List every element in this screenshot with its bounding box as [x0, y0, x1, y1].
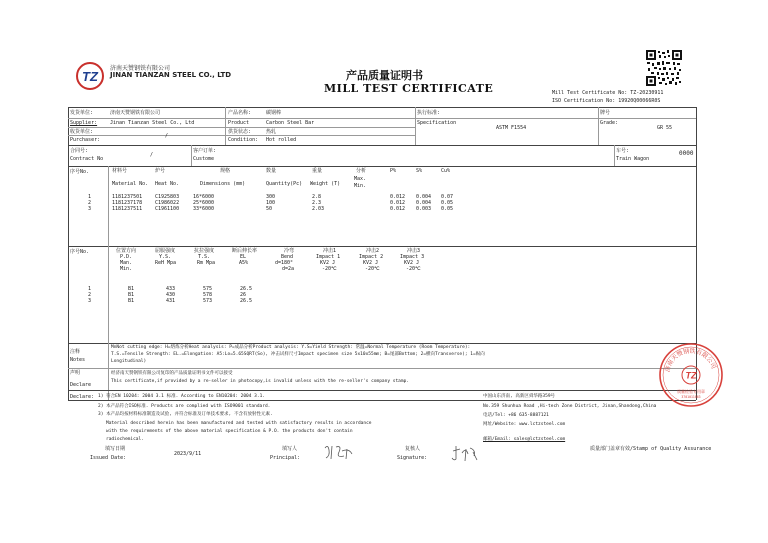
notes-label-cn: 注释 — [70, 349, 81, 355]
spec-label-en: Specification — [417, 120, 457, 126]
grade-label-cn: 牌号 — [600, 110, 611, 116]
table-cell: 0.004 — [416, 200, 432, 206]
supplier-value-cn: 济南天赞钢铁有限公司 — [110, 110, 161, 116]
stamp-number: 3701011063 — [681, 395, 701, 399]
table-cell: 2.8 — [312, 194, 322, 200]
t2-hdr-bend: 冷弯 Bend d=180° d=2a — [275, 248, 295, 272]
t1-hdr-analysis-cn: 分析 — [356, 168, 367, 174]
declare-item-4: Material described herein has been manufactured and tested with satisfactory results in accordance — [106, 421, 372, 426]
iso-cert-no: ISO Certification No: 19920Q00066R0S — [552, 98, 661, 104]
declare-item-2: 2) 本产品符合ISO标准. Products are complied with ISO9001 standard. — [98, 404, 271, 409]
contract-label-cn: 合同号: — [70, 148, 89, 154]
contact-email: 邮箱/Email: sales@lctzsteel.com — [483, 437, 566, 442]
t1-hdr-cu: Cu% — [441, 168, 451, 174]
table-cell: 2 — [88, 292, 92, 298]
stamp-ring-text: 济南天赞钢铁有限公司 — [664, 347, 718, 373]
table-cell: 25*6000 — [193, 200, 215, 206]
t1-hdr-heat-cn: 炉号 — [155, 168, 166, 174]
spec-label-cn: 执行标准: — [417, 110, 441, 116]
t1-col-material — [112, 194, 142, 212]
principal-label-cn: 填写人 — [282, 446, 298, 452]
table-cell: C1925803 — [155, 194, 180, 200]
contact-address-en: No.359 Shunhua Road ,Hi-tech Zone District, Jinan,Shandong,China — [483, 404, 657, 409]
table-cell: 1181237501 — [112, 194, 143, 200]
principal-signature — [322, 442, 356, 462]
t1-hdr-min: Min. — [354, 183, 367, 189]
table-cell: B1 — [128, 298, 135, 304]
declare-item-6: radiochemical. — [106, 437, 144, 442]
condition-value-cn: 热轧 — [266, 129, 277, 135]
t1-hdr-weight-cn: 重量 — [312, 168, 323, 174]
t1-col-dim — [193, 194, 214, 212]
table-cell: 26 — [240, 292, 247, 298]
supplier-label-cn: 发货单位: — [70, 110, 94, 116]
t2-hdr-impact1: 冲击1 Impact 1 KV2 J -20℃ — [316, 248, 341, 272]
mill-cert-no: Mill Test Certificate No: TZ-20230911 — [552, 90, 664, 96]
table-cell: C1961100 — [155, 206, 180, 212]
quality-stamp — [658, 342, 724, 408]
t1-hdr-weight-en: Weight (T) — [310, 181, 341, 187]
declare-label-cn: 声明 — [70, 370, 81, 376]
company-logo — [76, 62, 104, 90]
table-cell: 0.012 — [390, 206, 406, 212]
table-cell: 431 — [166, 298, 176, 304]
declare-label-2: Declare: — [70, 394, 95, 400]
supplier-value-en: Jinan Tianzan Steel Co., Ltd — [110, 120, 195, 126]
declare-item-3: 3) 本产品均按材料标准制造及试验, 并符合标准及订单技术要求, 不含有放射性元素. — [98, 412, 273, 417]
t2-col-ys — [166, 286, 175, 304]
purchaser-label-cn: 收货单位: — [70, 129, 94, 135]
t1-hdr-heat-en: Heat No. — [155, 181, 180, 187]
title-cn: 产品质量证明书 — [346, 69, 423, 82]
t1-hdr-material-en: Material No. — [112, 181, 149, 187]
contact-tel: 电话/Tel: +86 635-8887121 — [483, 413, 549, 418]
table-cell: 0.012 — [390, 194, 406, 200]
table-cell: 575 — [203, 286, 213, 292]
svg-text:TZ: TZ — [685, 370, 697, 381]
notes-line-3: Longitudinal) — [111, 359, 147, 364]
contract-value: / — [150, 152, 154, 158]
reviewer-signature — [450, 443, 480, 463]
t1-col-p — [390, 194, 405, 212]
table-cell: 3 — [88, 206, 92, 212]
table-cell: 1 — [88, 194, 92, 200]
t2-hdr-pd: 位置方向 P.D. Man. Min. — [116, 248, 137, 272]
table-cell: 2.03 — [312, 206, 325, 212]
company-name-en: JINAN TIANZAN STEEL CO., LTD — [110, 71, 232, 79]
train-value: 0000 — [679, 150, 694, 157]
t1-col-qty — [266, 194, 275, 212]
table-cell: 2.3 — [312, 200, 322, 206]
grade-value: GR 55 — [657, 125, 673, 131]
declare-line-1: 经济南天赞钢铁有限公司复印的产品质量证明书文件可以接受 — [111, 371, 233, 376]
t1-hdr-s: S% — [416, 168, 423, 174]
title-en: MILL TEST CERTIFICATE — [324, 82, 494, 95]
table-cell: 578 — [203, 292, 213, 298]
notes-line-1: MnNot cutting edge: H=熔炼分析Heat analysis: P=成品分析Product analysis: Y.S=Yield Strength: 常温=Normal Temperature (Room Temperature): — [111, 345, 471, 350]
t2-hdr-no: 序号No. — [70, 249, 90, 255]
table-cell: B1 — [128, 286, 135, 292]
table-cell: 0.004 — [416, 194, 432, 200]
t2-col-pd — [128, 286, 134, 304]
t1-hdr-no: 序号No. — [70, 169, 90, 175]
t1-col-cu — [441, 194, 453, 212]
contact-address-cn: 中国山东济南, 高新区舜华路359号 — [483, 394, 556, 399]
condition-value-en: Hot rolled — [266, 137, 297, 143]
signature-label-en: Signature: — [397, 455, 428, 461]
stamp-label: 质量部门盖章有效/Stamp of Quality Assurance — [590, 446, 712, 452]
t1-hdr-dim-cn: 规格 — [220, 168, 231, 174]
qr-code — [646, 50, 682, 86]
spec-value: ASTM F1554 — [496, 125, 527, 131]
table-cell: 50 — [266, 206, 273, 212]
issued-value: 2023/9/11 — [174, 451, 202, 457]
t2-hdr-el: 断后伸长率 EL A5% — [232, 248, 258, 266]
table-cell: 300 — [266, 194, 276, 200]
t1-hdr-max: Max. — [354, 176, 367, 182]
t1-hdr-p: P% — [390, 168, 397, 174]
contract-label-en: Contract No — [70, 156, 104, 162]
table-cell: 1181237178 — [112, 200, 143, 206]
issued-label-cn: 填写日期 — [105, 446, 126, 452]
t1-hdr-qty-en: Quantity(Pc) — [266, 181, 303, 187]
table-cell: 2 — [88, 200, 92, 206]
table-cell: B1 — [128, 292, 135, 298]
t1-col-s — [416, 194, 431, 212]
table-cell: 16*6000 — [193, 194, 215, 200]
condition-label-cn: 供货状态: — [228, 129, 252, 135]
table-cell: 0.05 — [441, 200, 454, 206]
product-label-en: Product — [228, 120, 250, 126]
table-cell: 0.05 — [441, 206, 454, 212]
table-cell: 26.5 — [240, 286, 253, 292]
table-cell: 26.5 — [240, 298, 253, 304]
t1-hdr-qty-cn: 数量 — [266, 168, 277, 174]
table-cell: 430 — [166, 292, 176, 298]
customer-label-en: Custome — [193, 156, 215, 162]
declare-label-en: Declare — [70, 382, 92, 388]
issued-label-en: Issued Date: — [90, 455, 127, 461]
supplier-label-en: Supplier: — [70, 120, 98, 126]
table-cell: 3 — [88, 298, 92, 304]
t1-col-no — [88, 194, 91, 212]
notes-line-2: T.S.=Tensile Strength: EL.=Elongation: A5:Lo=5.65SQRT(So), 冲击试样尺寸Impact specimen size 5x10x55mm; B=尾部Bottom; 2=横向Transverse); 1=纵向 — [111, 352, 485, 357]
product-label-cn: 产品名称: — [228, 110, 252, 116]
grade-label-en: Grade: — [600, 120, 619, 126]
table-cell: 433 — [166, 286, 176, 292]
t1-hdr-material-cn: 材料号 — [112, 168, 128, 174]
declare-item-5: with the requirements of the above material specification & P.O. the products don't contain — [106, 429, 353, 434]
signature-label-cn: 复核人 — [405, 446, 421, 452]
table-cell: 573 — [203, 298, 213, 304]
t2-hdr-impact3: 冲击3 Impact 3 KV2 J -20℃ — [400, 248, 425, 272]
declare-item-1: 1) 符合EN 10204: 2004 3.1 标准. According to EN10204: 2004 3.1. — [98, 394, 266, 399]
train-label-en: Train Wagon — [616, 156, 650, 162]
condition-label-en: Condition: — [228, 137, 259, 143]
t2-hdr-impact2: 冲击2 Impact 2 KV2 J -20℃ — [359, 248, 384, 272]
company-name-cn: 济南天赞钢铁有限公司 — [110, 65, 171, 72]
table-cell: C1986022 — [155, 200, 180, 206]
product-value-cn: 碳钢棒 — [266, 110, 282, 116]
train-label-cn: 车号: — [616, 148, 630, 154]
t1-hdr-dim-en: Dimensions (mm) — [200, 181, 246, 187]
svg-text:TZ: TZ — [82, 69, 98, 84]
stamp-bottom-text: 质量检验专用章 — [677, 389, 705, 394]
table-cell: 100 — [266, 200, 276, 206]
t1-col-heat — [155, 194, 179, 212]
notes-label-en: Notes — [70, 357, 86, 363]
table-cell: 1 — [88, 286, 92, 292]
contact-web: 网址/Website: www.lctzsteel.com — [483, 422, 566, 427]
declare-line-2: This certificate,if provided by a re-seller in photocopy,is invalid unless with the re-seller's company stamp. — [111, 379, 410, 384]
table-cell: 0.012 — [390, 200, 406, 206]
principal-label-en: Principal: — [270, 455, 301, 461]
table-cell: 0.003 — [416, 206, 432, 212]
t1-col-weight — [312, 194, 324, 212]
table-cell: 1181237511 — [112, 206, 143, 212]
purchaser-label-en: Purchaser: — [70, 137, 101, 143]
table-cell: 0.07 — [441, 194, 454, 200]
t2-hdr-ts: 抗拉强度 T.S. Rm Mpa — [194, 248, 216, 266]
t2-col-ts — [203, 286, 212, 304]
table-cell: 33*6000 — [193, 206, 215, 212]
purchaser-value: / — [165, 133, 169, 139]
t2-col-no — [88, 286, 91, 304]
customer-label-cn: 客户订单: — [193, 148, 217, 154]
t2-col-el — [240, 286, 252, 304]
t2-hdr-ys: 屈服强度 Y.S. ReH Mpa — [155, 248, 177, 266]
product-value-en: Carbon Steel Bar — [266, 120, 315, 126]
